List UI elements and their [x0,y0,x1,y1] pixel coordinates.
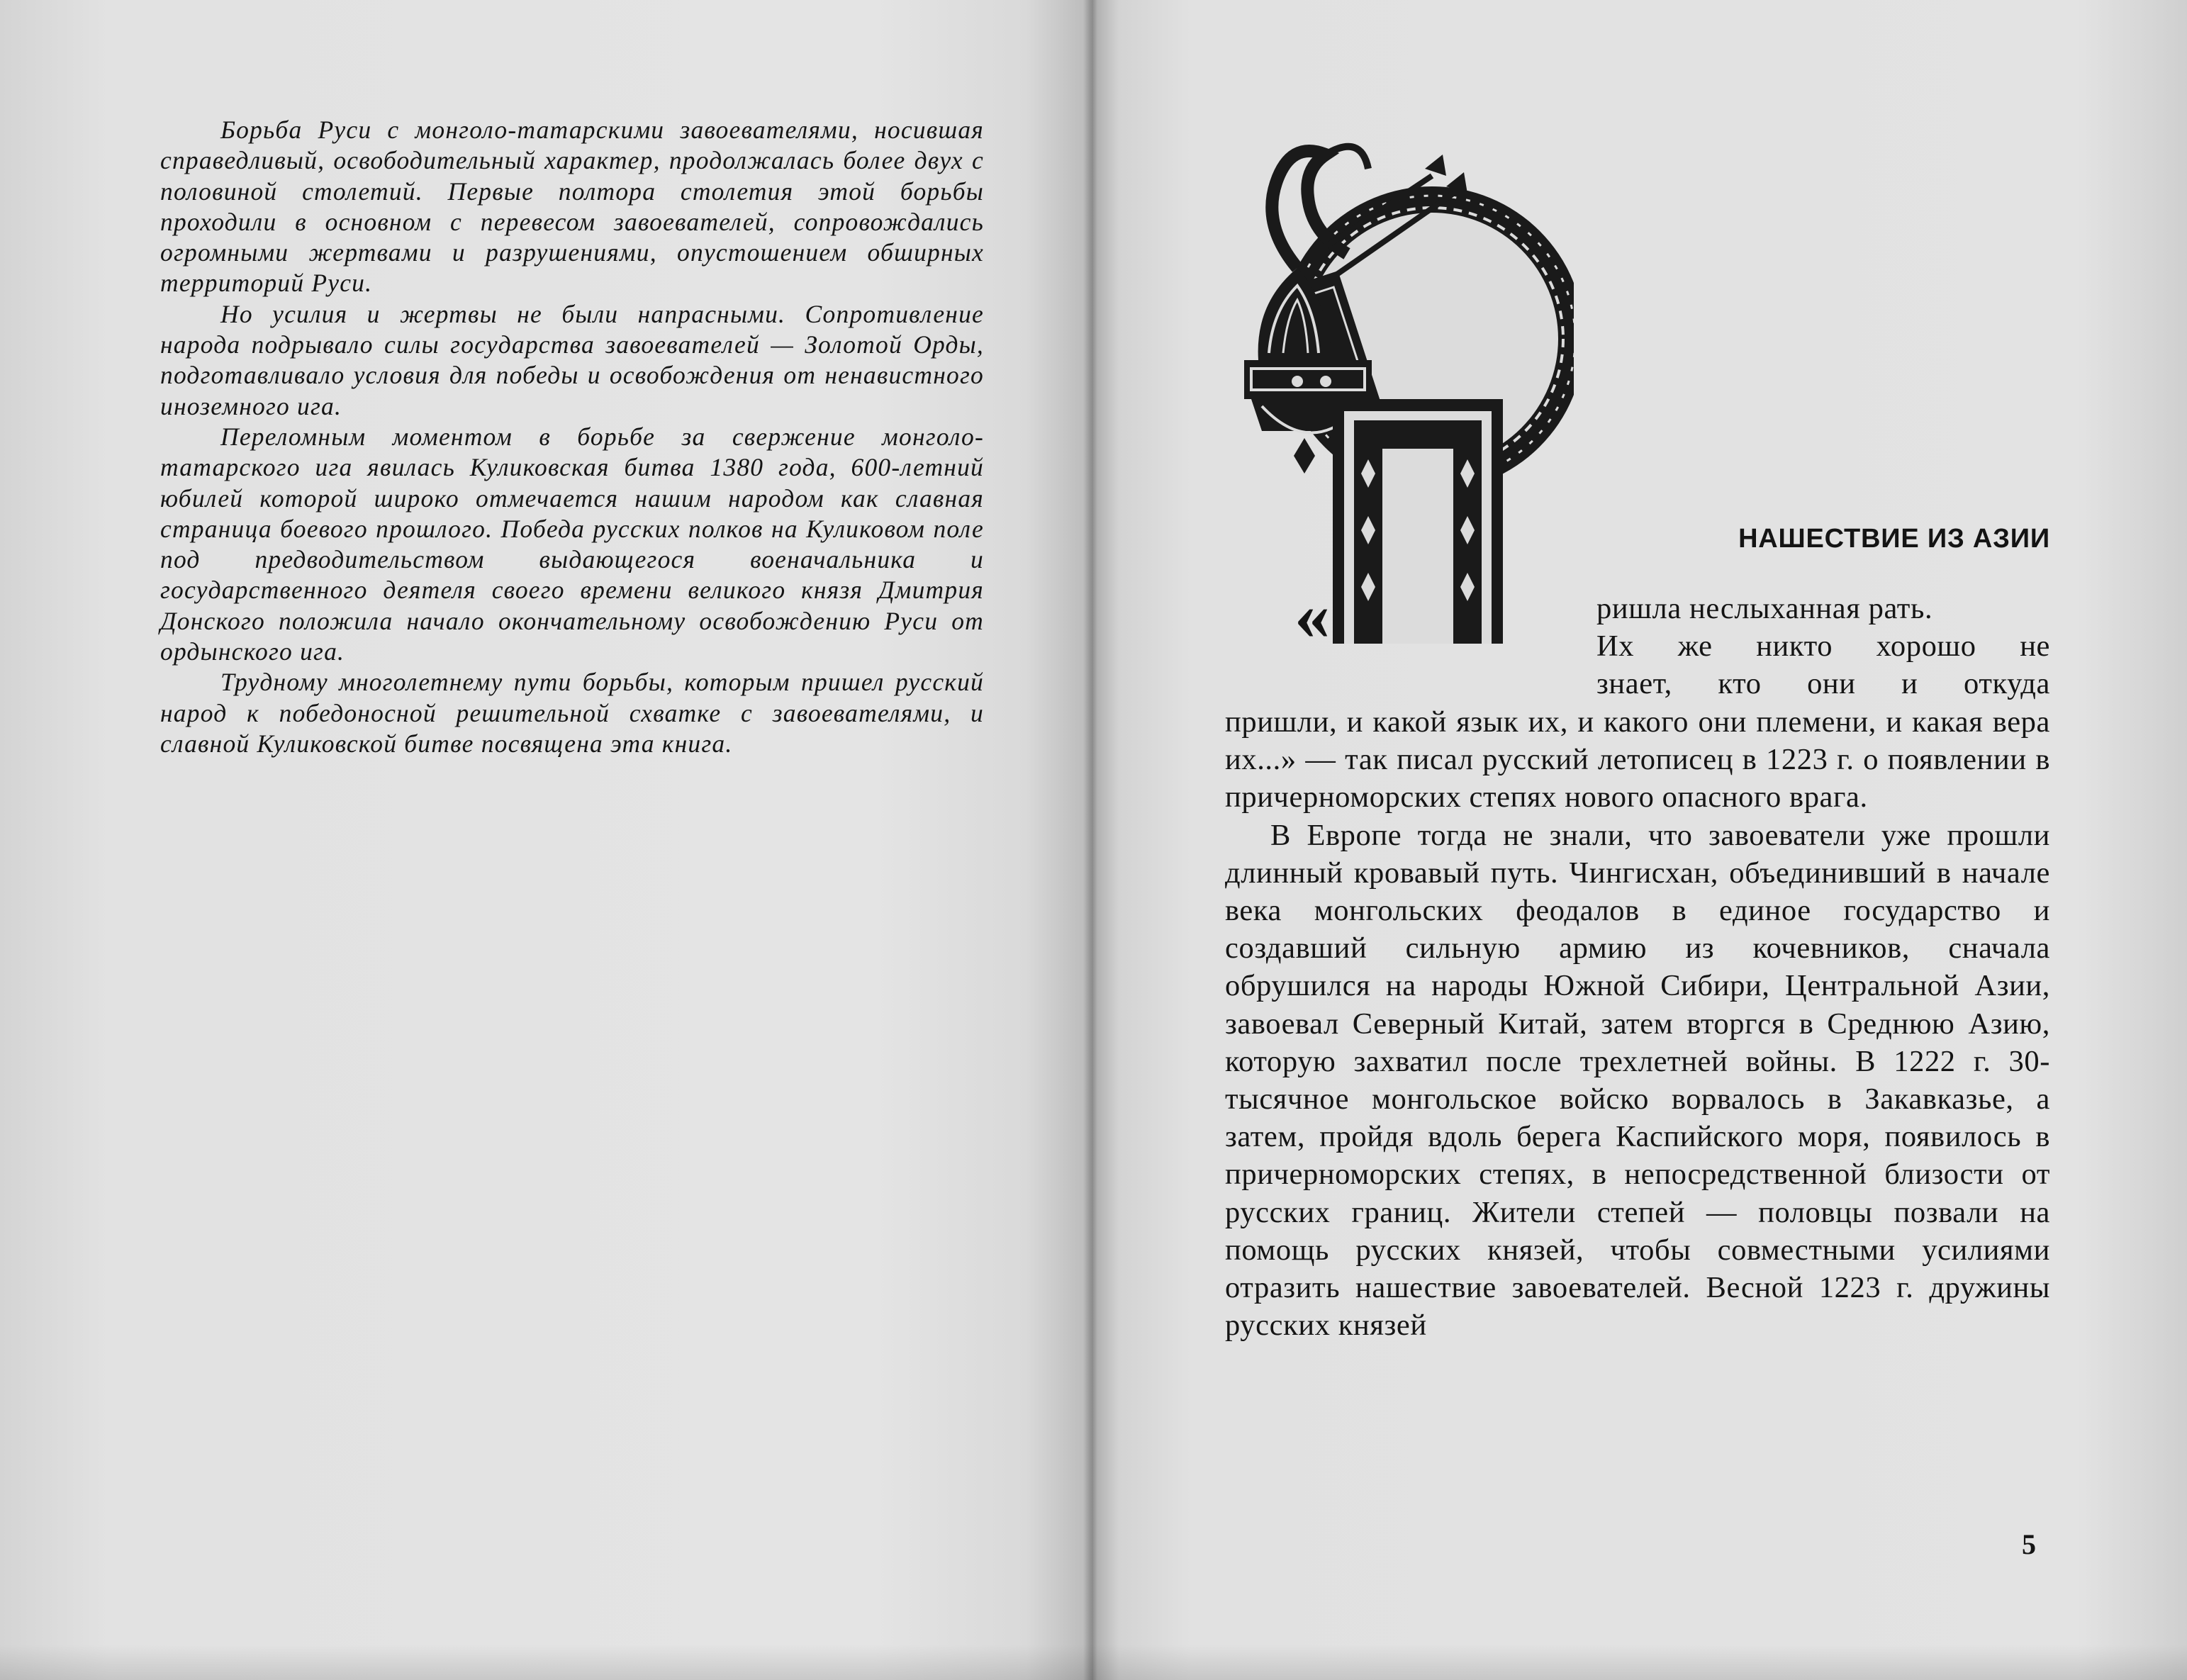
page-bottom-shadow [0,1645,2187,1680]
text-line: Их же никто хорошо не [1596,629,2050,663]
preface-paragraph: Переломным моментом в борьбе за свержение монголо-татарского ига явилась Куликовская битва 1380 года, 600-летний юбилей которой широко отмечается нашим народом как славная страница боевого прошлого. Победа русских полков на Куликовом поле под предводительством выдающегося военачальника и государственного деятеля своего времени великого князя Дмитрия Донского положила начало окончательному освобождению Руси от ордынского ига. [160,422,984,666]
opening-quote-mark: « [1294,576,1326,654]
text-line: ришла неслыханная рать. [1596,592,1933,625]
body-paragraph: пришли, и какой язык их, и какого они племени, и какая вера их...» — так писал русский летописец в 1223 г. о появлении в причерноморских степях нового опасного врага. [1225,705,2050,814]
letter-p-ornament [1333,399,1503,644]
preface-paragraph: Но усилия и жертвы не были напрасными. Сопротивление народа подрывало силы государства завоевателей — Золотой Орды, подготавливало условия для победы и освобождения от ненавистного иноземного ига. [160,299,984,420]
drop-cap-wrapped-text [1596,590,2050,703]
book-gutter [1083,0,1097,1680]
body-paragraph: В Европе тогда не знали, что завоеватели уже прошли длинный кровавый путь. Чингисхан, объединивший в начале века монгольских феодалов в единое государство и создавший сильную армию из кочевников, сначала обрушился на народы Южной Сибири, Центральной Азии, завоевал Северный Китай, затем вторгся в Среднюю Азию, которую захватил после трехлетней войны. В 1222 г. 30-тысячное монгольское войско ворвалось в Закавказье, а затем, пройдя вдоль берега Каспийского моря, появилось в причерноморских степях, в непосредственной близости от русских границ. Жители степей — половцы позвали на помощь русских князей, чтобы совместными усилиями отразить нашествие завоевателей. Весной 1223 г. дружины русских князей [1225,818,2050,1343]
preface-paragraph: Борьба Руси с монголо-татарскими завоевателями, носившая справедливый, освободительный характер, продолжалась более двух с половиной столетий. Первые полтора столетия этой борьбы проходили в основном с перевесом завоевателей, сопровождались огромными жертвами и разрушениями, опустошением обширных территорий Руси. [160,116,984,298]
preface-text [160,115,984,759]
chapter-title: НАШЕСТВИЕ ИЗ АЗИИ [1738,524,2050,554]
chapter-body-text [1225,703,2050,1344]
preface-paragraph: Трудному многолетнему пути борьбы, которым пришел русский народ к победоносной решительной схватке с завоевателями, и славной Куликовской битве посвящена эта книга. [160,668,984,758]
page-number: 5 [2022,1528,2036,1560]
drop-cap-ornament [1219,126,1574,658]
text-line: знает, кто они и откуда [1596,667,2050,701]
